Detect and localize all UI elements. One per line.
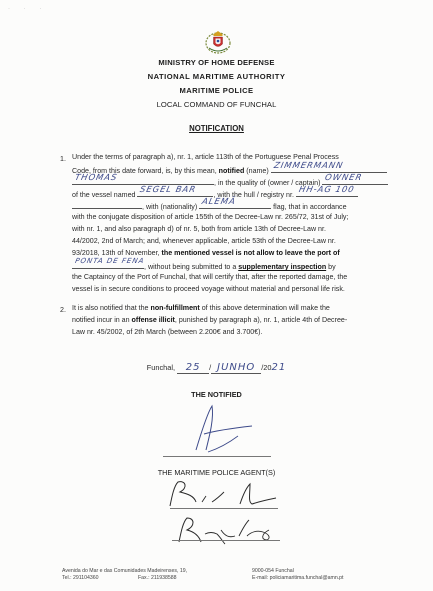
clause-1-line-6: with the conjugate disposition of article 155th of the Decree-Law nr. 265/72, 31st of July; bbox=[72, 213, 349, 221]
notified-signature-line bbox=[163, 456, 271, 457]
header-command: LOCAL COMMAND OF FUNCHAL bbox=[156, 100, 277, 109]
clause-1-line-5: , with (nationality) ALEMÃ flag, that in accordance bbox=[72, 200, 347, 214]
header-ministry: MINISTRY OF HOME DEFENSE bbox=[158, 58, 275, 67]
scan-specks: · · · bbox=[8, 6, 48, 12]
footer bbox=[62, 568, 343, 581]
clause-2-line-1: It is also notified that the non-fulfillment of this above determination will make the bbox=[72, 304, 330, 312]
coat-of-arms-icon bbox=[205, 30, 231, 54]
notified-signature bbox=[168, 400, 268, 460]
clause-1-line-3: THOMAS , in the quality of (owner / captain) OWNER bbox=[72, 176, 388, 190]
clause-1-line-8: 44/2002, 2nd of March; and, whenever applicable, article 53th of the Decree-Law nr. bbox=[72, 237, 336, 245]
agent-signature-line-2 bbox=[172, 540, 280, 541]
capacity-field: OWNER bbox=[322, 176, 388, 185]
notified-label: THE NOTIFIED bbox=[191, 390, 242, 399]
header-police: MARITIME POLICE bbox=[179, 86, 254, 95]
clause-1-line-10: PONTA DE FENA , without being submitted to a supplementary inspection by bbox=[72, 260, 336, 274]
clause-1-line-12: vessel is in secure conditions to proceed voyage without material and personal life risk. bbox=[72, 285, 345, 293]
clause-1-line-11: the Captaincy of the Port of Funchal, that will certify that, after the reported damage, the bbox=[72, 273, 348, 281]
name-continued-field: THOMAS bbox=[72, 176, 214, 185]
footer-email: E-mail: policiamaritima.funchal@amn.pt bbox=[252, 574, 344, 581]
vessel-name-field: SEGEL BAR bbox=[137, 188, 213, 197]
clause-2-line-3: Law nr. 45/2002, of 2th March (between 2.200€ and 3.700€). bbox=[72, 328, 263, 336]
day-field: 25 bbox=[177, 362, 209, 374]
page-title: NOTIFICATION bbox=[189, 124, 244, 133]
clause-1-line-2: Code, from this date forward, is, by this mean, notified (name) ZIMMERMANN bbox=[72, 164, 387, 178]
footer-fax: Fax.: 211938588 bbox=[138, 574, 177, 581]
clause-1-line-9: 93/2018, 13th of November, the mentioned vessel is not allow to leave the port of bbox=[72, 249, 340, 257]
agent-signature-line-1 bbox=[170, 508, 278, 509]
nationality-field: ALEMÃ bbox=[199, 200, 271, 209]
registry-field: HH-AG 100 bbox=[296, 188, 358, 197]
agent-signature-1 bbox=[158, 478, 283, 510]
clause-2-number: 2. bbox=[60, 306, 66, 314]
agents-label: THE MARITIME POLICE AGENT(S) bbox=[157, 468, 276, 477]
clause-2-line-2: notified incur in an offense illicit, punished by paragraph a), nr. 1, article 4th of Decree- bbox=[72, 316, 348, 324]
header-authority: NATIONAL MARITIME AUTHORITY bbox=[147, 72, 286, 81]
footer-postcode: 9000-054 Funchal bbox=[252, 568, 294, 574]
month-field: JUNHO bbox=[211, 362, 261, 374]
clause-1-line-1: Under the terms of paragraph a), nr. 1, article 113th of the Portuguese Penal Process bbox=[72, 153, 339, 161]
footer-address: Avenida do Mar e das Comunidades Madeirenses, 19, bbox=[62, 568, 188, 574]
name-field: ZIMMERMANN bbox=[271, 164, 387, 173]
clause-1-line-4: of the vessel named SEGEL BAR , with the hull / registry nr. HH-AG 100 bbox=[72, 188, 358, 202]
port-field: PONTA DE FENA bbox=[72, 260, 144, 269]
year-field: 21 bbox=[271, 362, 287, 373]
clause-1-number: 1. bbox=[60, 155, 66, 163]
clause-1-line-7: with nr. 1, and also paragraph d) of nr. 5, both from article 13th of Decree-Law nr. bbox=[72, 225, 326, 233]
footer-tel: Tel.: 291104360 bbox=[62, 574, 99, 581]
date-line: Funchal, 25 / JUNHO /2021 bbox=[146, 362, 287, 373]
registry-continued-field bbox=[72, 200, 142, 209]
